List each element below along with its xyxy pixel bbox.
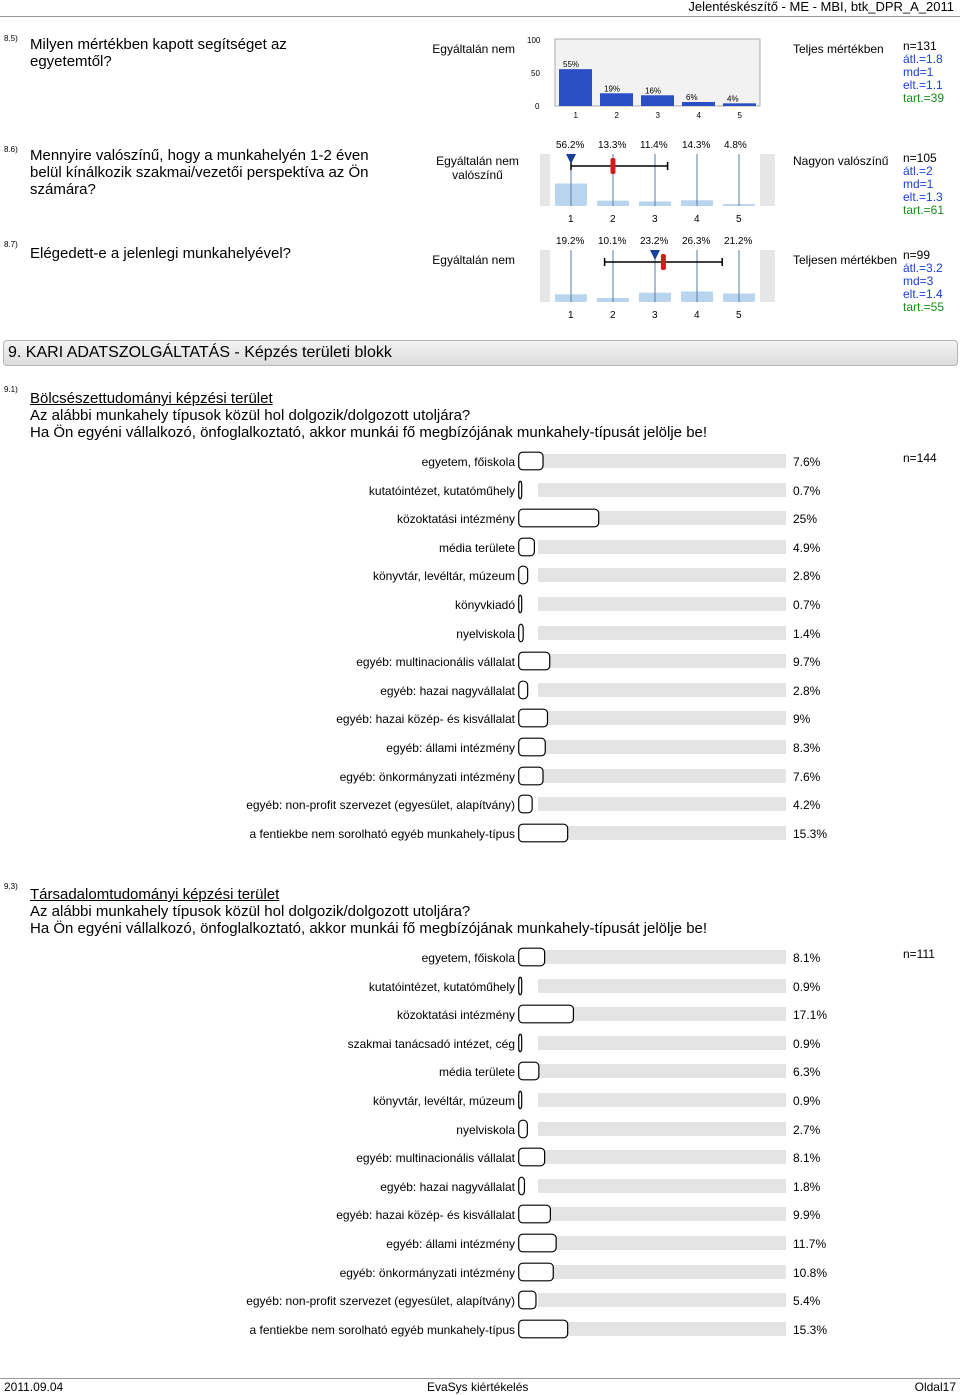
option-bar-row [518, 1290, 790, 1312]
field-title: Társadalomtudományi képzési terület [30, 886, 280, 903]
bar [519, 1263, 554, 1281]
bar [519, 624, 523, 642]
option-bar-row [518, 508, 790, 530]
data-label: 55% [563, 60, 580, 70]
bar [519, 1291, 536, 1309]
question-note: Ha Ön egyéni vállalkozó, önfoglalkoztató, akkor munkái fő megbízójának munkahely-típusát jelölje be! [30, 424, 708, 441]
stat-sd: elt.=1.4 [903, 287, 943, 301]
x-tick-label: 5 [736, 214, 742, 225]
x-tick-label: 4 [694, 310, 700, 321]
option-value: 5.4% [793, 1294, 821, 1309]
option-label: nyelviskola [456, 626, 515, 641]
option-bar-row [518, 947, 790, 969]
x-tick-label: 3 [652, 310, 658, 321]
option-label: közoktatási intézmény [396, 512, 515, 527]
option-label: közoktatási intézmény [396, 1008, 515, 1023]
bar [519, 1177, 525, 1195]
bar [641, 95, 674, 106]
option-label: média területe [438, 1065, 515, 1080]
option-value: 0.7% [793, 483, 821, 498]
option-value: 11.7% [793, 1237, 827, 1251]
bar [519, 481, 522, 499]
bar-track [538, 1007, 786, 1021]
option-label: egyéb: hazai közép- és kisvállalat [336, 1208, 515, 1223]
option-value: 9.7% [793, 655, 821, 670]
option-label: kutatóintézet, kutatóműhely [368, 483, 515, 498]
data-label: 4.8% [724, 140, 747, 151]
option-bar-row [518, 976, 790, 998]
option-bar-row [518, 737, 790, 759]
x-tick-label: 1 [573, 111, 578, 120]
bar-track [538, 979, 786, 993]
bar [519, 710, 548, 728]
footer-divider [0, 1378, 960, 1379]
bar-track [538, 711, 786, 725]
x-tick-label: 2 [610, 214, 616, 225]
bar-track [538, 568, 786, 582]
y-tick-0: 0 [535, 102, 540, 111]
option-label: egyéb: multinacionális vállalat [356, 1151, 515, 1166]
bar [519, 567, 528, 585]
option-bar-row [518, 1262, 790, 1284]
data-label: 10.1% [598, 236, 627, 247]
option-label: egyéb: állami intézmény [386, 741, 515, 755]
option-value: 2.8% [793, 683, 821, 698]
bar-track [538, 950, 786, 964]
option-bar-row [518, 823, 790, 845]
stats-block [903, 40, 944, 105]
section-title: 9. KARI ADATSZOLGÁLTATÁS - Képzés területi blokk [8, 344, 392, 361]
option-label: könyvtár, levéltár, múzeum [372, 569, 515, 584]
question-text: Az alábbi munkahely típusok közül hol dolgozik/dolgozott utoljára? [30, 903, 471, 920]
median-marker [566, 154, 576, 164]
option-value: 25% [793, 512, 818, 527]
stats-block [903, 152, 944, 217]
stat-mean: átl.=3.2 [903, 261, 943, 275]
option-label: nyelviskola [456, 1122, 515, 1137]
option-value: 8.1% [793, 1151, 821, 1166]
data-label: 19% [604, 84, 621, 94]
histogram-chart-q85 [525, 32, 765, 122]
y-tick-50: 50 [531, 69, 540, 78]
option-bar-row [518, 1090, 790, 1112]
option-value: 2.7% [793, 1122, 821, 1137]
stat-n: n=99 [903, 248, 931, 262]
x-tick-label: 1 [568, 214, 574, 225]
option-label: egyéb: multinacionális vállalat [356, 655, 515, 670]
bar [519, 1034, 522, 1052]
y-tick-100: 100 [527, 36, 541, 45]
bar [519, 948, 545, 966]
option-label: egyéb: hazai nagyvállalat [380, 1179, 515, 1194]
option-label: a fentiekbe nem sorolható egyéb munkahely-típus [249, 1322, 515, 1337]
field-title: Bölcsészettudományi képzési terület [30, 390, 273, 407]
bar [519, 681, 528, 699]
data-label: 14.3% [682, 140, 711, 151]
bar-track [538, 1064, 786, 1078]
bar [519, 652, 550, 670]
option-bar-row [518, 1233, 790, 1255]
bar [519, 1120, 528, 1138]
x-tick-label: 1 [568, 310, 574, 321]
bar [519, 1063, 539, 1081]
data-label: 21.2% [724, 236, 753, 247]
bar [519, 1091, 522, 1109]
bar [682, 102, 715, 106]
bar-track [538, 826, 786, 840]
option-value: 1.4% [793, 626, 821, 641]
option-label: egyéb: önkormányzati intézmény [339, 1265, 515, 1280]
x-tick-label: 2 [610, 310, 616, 321]
stat-mean: átl.=1.8 [903, 52, 943, 66]
bar [519, 538, 535, 556]
option-label: egyetem, főiskola [421, 951, 515, 965]
stat-median: md=1 [903, 65, 934, 79]
question-number: 9.1) [4, 385, 18, 394]
bar-track [538, 483, 786, 497]
option-bar-row [518, 1204, 790, 1226]
question-text: Elégedett-e a jelenlegi munkahelyével? [30, 245, 292, 262]
x-tick-label: 5 [737, 111, 742, 120]
option-value: 6.3% [793, 1065, 821, 1080]
distribution-chart-q86 [540, 136, 775, 226]
stat-n: n=111 [903, 947, 935, 961]
option-label: média területe [438, 540, 515, 555]
option-bar-row [518, 480, 790, 502]
bar-track [538, 1207, 786, 1221]
footer-page: Oldal17 [914, 1380, 956, 1394]
x-tick-label: 4 [694, 214, 700, 225]
mean-marker [611, 158, 616, 174]
stat-median: md=1 [903, 177, 934, 191]
bar [519, 452, 543, 470]
bar [519, 1320, 568, 1338]
bar [519, 595, 522, 613]
footer-date: 2011.09.04 [4, 1380, 64, 1394]
x-tick-label: 2 [614, 111, 619, 120]
option-label: egyéb: állami intézmény [386, 1237, 515, 1251]
bar-track [538, 1236, 786, 1250]
option-label: kutatóintézet, kutatóműhely [368, 979, 515, 994]
option-bar-row [518, 1147, 790, 1169]
option-value: 0.9% [793, 979, 821, 994]
bar-track [538, 1322, 786, 1336]
question-number: 8.5) [4, 34, 18, 43]
scale-end [760, 250, 775, 302]
data-label: 13.3% [598, 140, 627, 151]
option-value: 7.6% [793, 455, 821, 469]
bar-track [538, 454, 786, 468]
option-bar-row [518, 708, 790, 730]
option-bar-row [518, 1033, 790, 1055]
scale-end [540, 154, 550, 206]
option-bar-row [518, 623, 790, 645]
option-bar-row [518, 1004, 790, 1026]
option-bar-row [518, 594, 790, 616]
bar-track [538, 1150, 786, 1164]
option-bar-row [518, 1061, 790, 1083]
option-value: 1.8% [793, 1179, 821, 1194]
bar [600, 93, 633, 106]
option-label: egyéb: non-profit szervezet (egyesület, alapítvány) [246, 1294, 515, 1309]
bar-track [538, 1265, 786, 1279]
stat-abstention: tart.=61 [903, 203, 945, 217]
option-value: 9% [793, 712, 811, 727]
bar-track [538, 769, 786, 783]
option-value: 15.3% [793, 1322, 828, 1337]
mean-marker [661, 254, 666, 270]
scale-right-label: Teljesen mértékben [793, 253, 898, 267]
data-label: 19.2% [556, 236, 585, 247]
data-label: 11.4% [640, 140, 668, 151]
bar [519, 1206, 551, 1224]
bar [519, 824, 568, 842]
x-tick-label: 4 [696, 111, 701, 120]
option-bar-row [518, 565, 790, 587]
bar [519, 738, 546, 756]
question-number: 9.3) [4, 882, 18, 891]
bar [559, 69, 592, 106]
bar-track [538, 1293, 786, 1307]
bar [519, 977, 522, 995]
option-bar-row [518, 1319, 790, 1341]
bar [519, 795, 532, 813]
option-label: egyéb: önkormányzati intézmény [339, 769, 515, 784]
data-label: 16% [645, 86, 662, 96]
stat-sd: elt.=1.3 [903, 190, 943, 204]
option-value: 15.3% [793, 826, 828, 841]
stat-n: n=105 [903, 151, 937, 165]
option-value: 4.9% [793, 540, 821, 555]
question-number: 8.7) [4, 240, 18, 249]
scale-right-label: Nagyon valószínű [793, 154, 889, 168]
option-value: 0.9% [793, 1094, 821, 1108]
option-bar-row [518, 651, 790, 673]
stat-n: n=131 [903, 39, 937, 53]
stat-mean: átl.=2 [903, 164, 933, 178]
option-label: egyéb: hazai közép- és kisvállalat [336, 712, 515, 727]
option-value: 9.9% [793, 1208, 821, 1223]
option-bar-row [518, 537, 790, 559]
bar [519, 509, 599, 527]
data-label: 4% [727, 94, 739, 104]
data-label: 26.3% [682, 236, 711, 247]
bar-track [538, 540, 786, 554]
option-label: könyvtár, levéltár, múzeum [372, 1094, 515, 1108]
question-text: Az alábbi munkahely típusok közül hol dolgozik/dolgozott utoljára? [30, 407, 471, 424]
bar-track [538, 654, 786, 668]
bar-track [538, 1036, 786, 1050]
option-value: 8.1% [793, 951, 821, 965]
question-note: Ha Ön egyéni vállalkozó, önfoglalkoztató, akkor munkái fő megbízójának munkahely-típusát jelölje be! [30, 920, 708, 937]
option-label: egyéb: hazai nagyvállalat [380, 683, 515, 698]
stat-n: n=144 [903, 451, 937, 465]
x-tick-label: 3 [655, 111, 660, 120]
median-marker [650, 250, 660, 260]
option-value: 4.2% [793, 798, 821, 813]
footer-center: EvaSys kiértékelés [427, 1380, 529, 1394]
option-label: szakmai tanácsadó intézet, cég [347, 1036, 515, 1051]
bar-track [538, 626, 786, 640]
bar-track [538, 1179, 786, 1193]
report-title: Jelentéskészítő - ME - MBI, btk_DPR_A_2011 [688, 0, 954, 14]
stat-abstention: tart.=55 [903, 300, 945, 314]
bar [519, 1234, 556, 1252]
scale-left-label: Egyáltalán nem [432, 253, 515, 267]
header-divider [0, 16, 960, 17]
option-label: egyetem, főiskola [421, 455, 515, 469]
option-bar-row [518, 794, 790, 816]
scale-left-label: Egyáltalán nem [432, 42, 515, 56]
question-text: Milyen mértékben kapott segítséget az egyetemtől? [30, 36, 287, 70]
question-number: 8.6) [4, 145, 18, 154]
bar [519, 767, 543, 785]
option-value: 10.8% [793, 1265, 828, 1280]
stat-median: md=3 [903, 274, 934, 288]
option-bar-row [518, 1119, 790, 1141]
bar-track [538, 683, 786, 697]
x-tick-label: 5 [736, 310, 742, 321]
option-label: könyvkiadó [454, 598, 515, 612]
option-bar-row [518, 1176, 790, 1198]
scale-end [540, 250, 550, 302]
distribution-chart-q87 [540, 232, 775, 322]
option-bar-row [518, 451, 790, 473]
bar-track [538, 740, 786, 754]
option-value: 8.3% [793, 741, 821, 755]
option-label: a fentiekbe nem sorolható egyéb munkahely-típus [249, 826, 515, 841]
stat-sd: elt.=1.1 [903, 78, 943, 92]
bar-track [538, 797, 786, 811]
option-value: 2.8% [793, 569, 821, 584]
option-label: egyéb: non-profit szervezet (egyesület, alapítvány) [246, 798, 515, 813]
option-bar-row [518, 680, 790, 702]
bar [519, 1005, 574, 1023]
scale-left-label: Egyáltalán nem valószínű [436, 154, 519, 182]
stat-abstention: tart.=39 [903, 91, 945, 105]
x-tick-label: 3 [652, 214, 658, 225]
scale-right-label: Teljes mértékben [793, 42, 884, 56]
bar-track [538, 597, 786, 611]
data-label: 56.2% [556, 140, 585, 151]
option-value: 17.1% [793, 1008, 828, 1023]
bar [519, 1148, 545, 1166]
data-label: 23.2% [640, 236, 669, 247]
question-text: Mennyire valószínű, hogy a munkahelyén 1-2 éven belül kínálkozik szakmai/vezetői perspektíva az Ön számára? [30, 147, 369, 198]
bar [723, 103, 756, 106]
bar-track [538, 1122, 786, 1136]
scale-end [760, 154, 775, 206]
stats-block [903, 249, 944, 314]
option-value: 0.7% [793, 598, 821, 612]
data-label: 6% [686, 92, 698, 102]
option-bar-row [518, 766, 790, 788]
bar-track [538, 1093, 786, 1107]
option-value: 0.9% [793, 1036, 821, 1051]
option-value: 7.6% [793, 769, 821, 784]
